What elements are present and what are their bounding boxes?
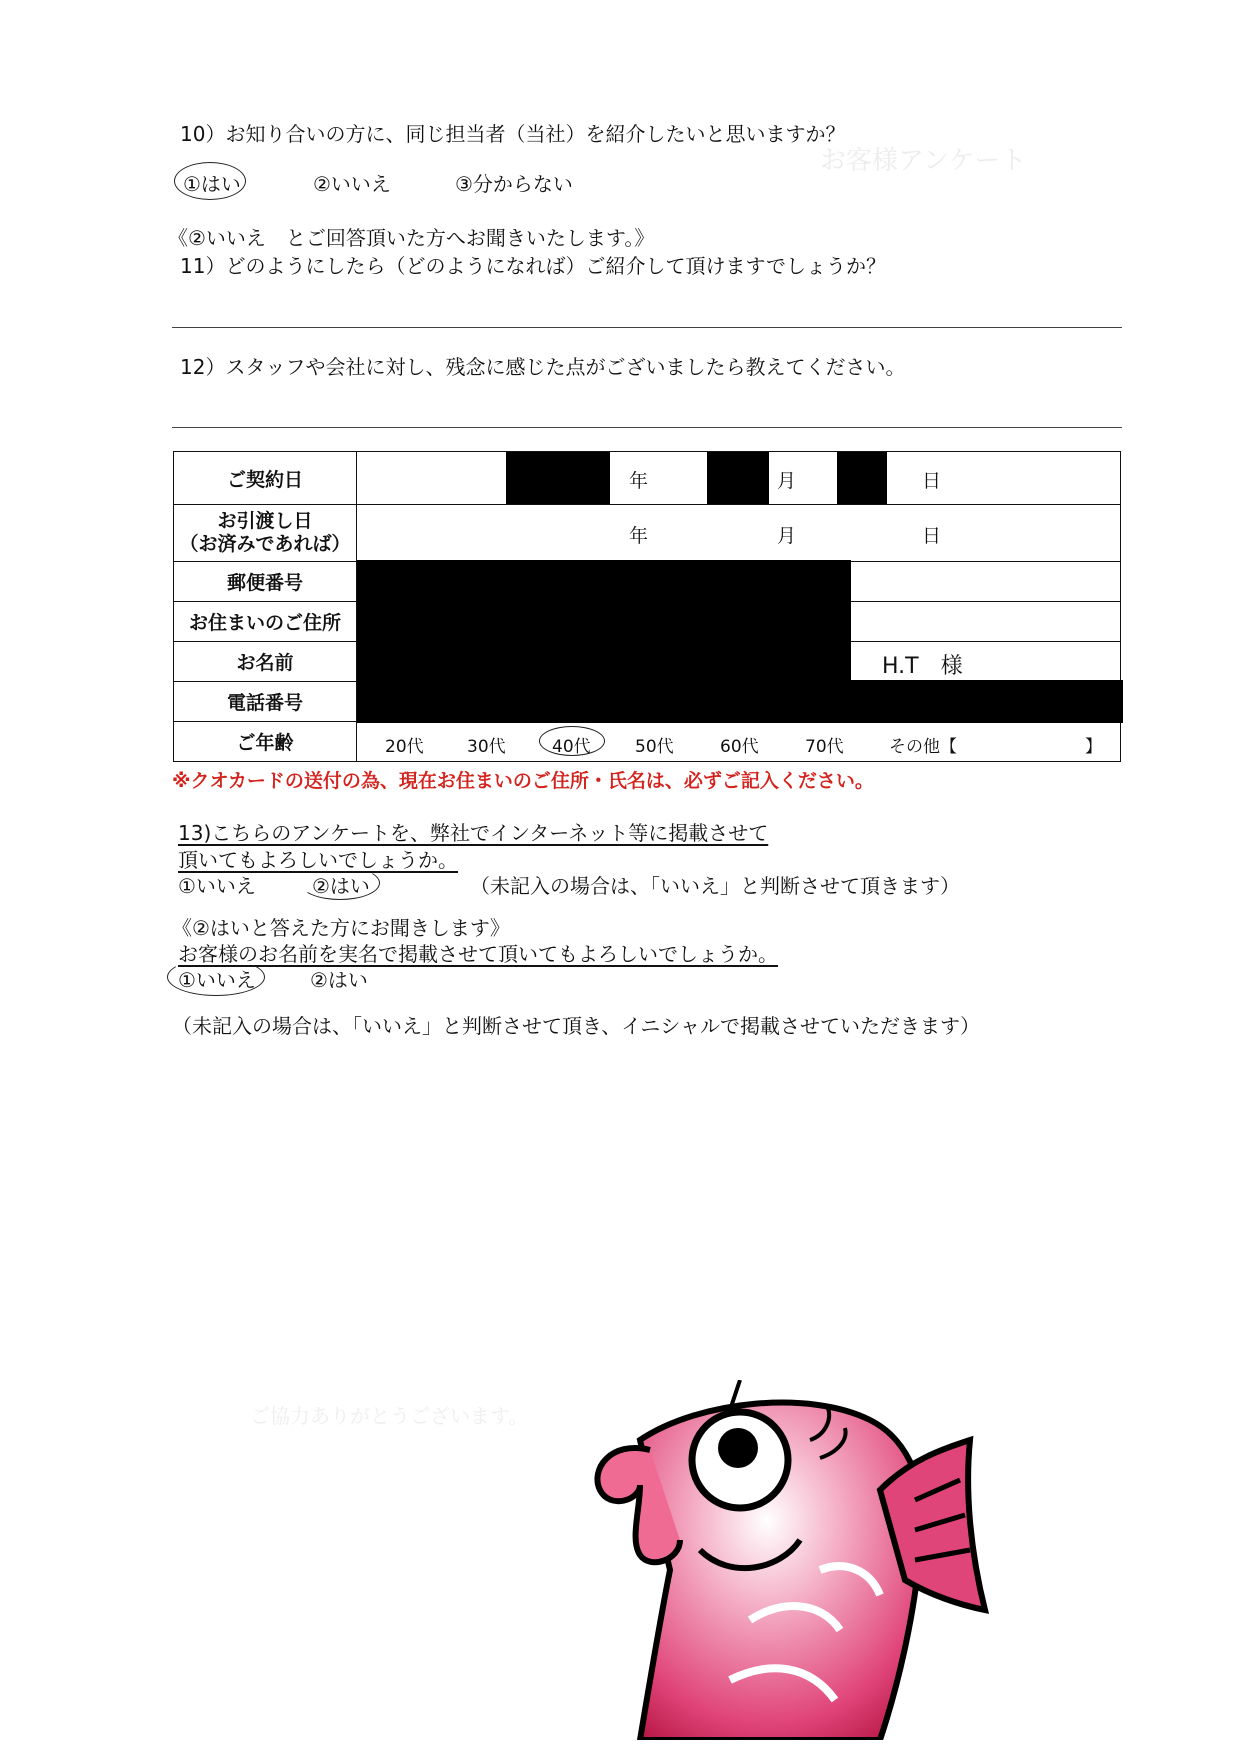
redaction-block — [837, 452, 887, 504]
q13-follow-question: お客様のお名前を実名で掲載させて頂いてもよろしいでしょうか。 — [178, 942, 778, 966]
name-label: お名前 — [174, 642, 357, 682]
phone-field[interactable] — [357, 682, 1121, 722]
q13-selected-circle — [300, 866, 380, 900]
age-field[interactable] — [357, 722, 1121, 762]
delivery-date-field[interactable] — [357, 505, 1121, 562]
age-other-close-bracket: 】 — [1085, 737, 1102, 757]
q10-option-no[interactable]: ②いいえ — [313, 172, 391, 196]
q10-option-yes[interactable]: ①はい — [183, 172, 241, 196]
postal-code-field[interactable] — [357, 562, 1121, 602]
q13-question-line1: 13)こちらのアンケートを、弊社でインターネット等に掲載させて — [178, 821, 769, 845]
bleed-through-text: お客様アンケート — [820, 146, 1027, 176]
delivery-date-label-line2: （お済みであれば） — [179, 533, 351, 555]
delivery-date-label — [174, 505, 357, 562]
bleed-through-text: ご協力ありがとうございます。 — [250, 1404, 529, 1428]
postal-code-row — [174, 562, 1121, 602]
age-option-20s[interactable]: 20代 — [385, 737, 424, 757]
month-unit: 月 — [777, 470, 797, 492]
redaction-block — [357, 560, 851, 603]
age-option-50s[interactable]: 50代 — [635, 737, 674, 757]
q11-question: 11）どのようにしたら（どのようになれば）ご紹介して頂けますでしょうか？ — [180, 254, 887, 278]
age-option-70s[interactable]: 70代 — [805, 737, 844, 757]
year-unit: 年 — [629, 470, 649, 492]
q13-follow-option-yes[interactable]: ②はい — [310, 968, 368, 992]
q11-preface: 《②いいえ とご回答頂いた方へお聞きいたします。》 — [168, 226, 655, 250]
address-field[interactable] — [357, 602, 1121, 642]
month-unit: 月 — [777, 525, 797, 547]
age-option-30s[interactable]: 30代 — [467, 737, 506, 757]
q13-follow-selected-circle — [167, 958, 265, 996]
q11-answer-line — [172, 327, 1122, 328]
q13-option-yes[interactable]: ②はい — [312, 874, 370, 898]
customer-info-table — [173, 451, 1121, 762]
redaction-block — [357, 680, 1123, 723]
day-unit: 日 — [922, 470, 942, 492]
q10-selected-circle — [174, 162, 246, 200]
redaction-block — [506, 452, 610, 504]
age-label: ご年齢 — [174, 722, 357, 762]
address-label: お住まいのご住所 — [174, 602, 357, 642]
fish-mascot-illustration — [580, 1380, 1040, 1740]
q13-question-line2: 頂いてもよろしいでしょうか。 — [178, 848, 458, 872]
name-field[interactable] — [357, 642, 1121, 682]
q10-option-unsure[interactable]: ③分からない — [455, 172, 573, 196]
fish-pupil — [718, 1428, 758, 1468]
name-value: H.T 様 — [882, 654, 963, 679]
age-option-other[interactable]: その他【 — [889, 737, 957, 757]
day-unit: 日 — [922, 525, 942, 547]
delivery-date-row — [174, 505, 1121, 562]
redaction-block — [707, 452, 769, 504]
address-row — [174, 602, 1121, 642]
redaction-block — [357, 600, 851, 643]
q13-note: （未記入の場合は、「いいえ」と判断させて頂きます） — [470, 874, 960, 898]
q13-follow-note: （未記入の場合は、「いいえ」と判断させて頂き、イニシャルで掲載させていただきます） — [172, 1014, 980, 1038]
delivery-date-label-line1: お引渡し日 — [217, 510, 313, 533]
age-row — [174, 722, 1121, 762]
age-option-60s[interactable]: 60代 — [720, 737, 759, 757]
q10-question: 10）お知り合いの方に、同じ担当者（当社）を紹介したいと思いますか？ — [180, 122, 846, 146]
postal-code-label: 郵便番号 — [174, 562, 357, 602]
redaction-block — [357, 640, 851, 683]
phone-label: 電話番号 — [174, 682, 357, 722]
contract-date-row — [174, 452, 1121, 505]
q13-follow-option-no[interactable]: ①いいえ — [178, 968, 256, 992]
contract-date-label: ご契約日 — [174, 452, 357, 505]
q12-answer-line — [172, 427, 1122, 428]
phone-row — [174, 682, 1121, 722]
age-option-40s[interactable]: 40代 — [552, 737, 591, 757]
age-selected-circle — [539, 726, 605, 756]
q13-follow-preface: 《②はいと答えた方にお聞きします》 — [172, 916, 510, 940]
q12-question: 12）スタッフや会社に対し、残念に感じた点がございましたら教えてください。 — [180, 355, 906, 379]
name-row — [174, 642, 1121, 682]
year-unit: 年 — [629, 525, 649, 547]
q13-option-no[interactable]: ①いいえ — [178, 874, 256, 898]
contract-date-field[interactable] — [357, 452, 1121, 505]
quo-card-notice: ※クオカードの送付の為、現在お住まいのご住所・氏名は、必ずご記入ください。 — [172, 770, 874, 792]
